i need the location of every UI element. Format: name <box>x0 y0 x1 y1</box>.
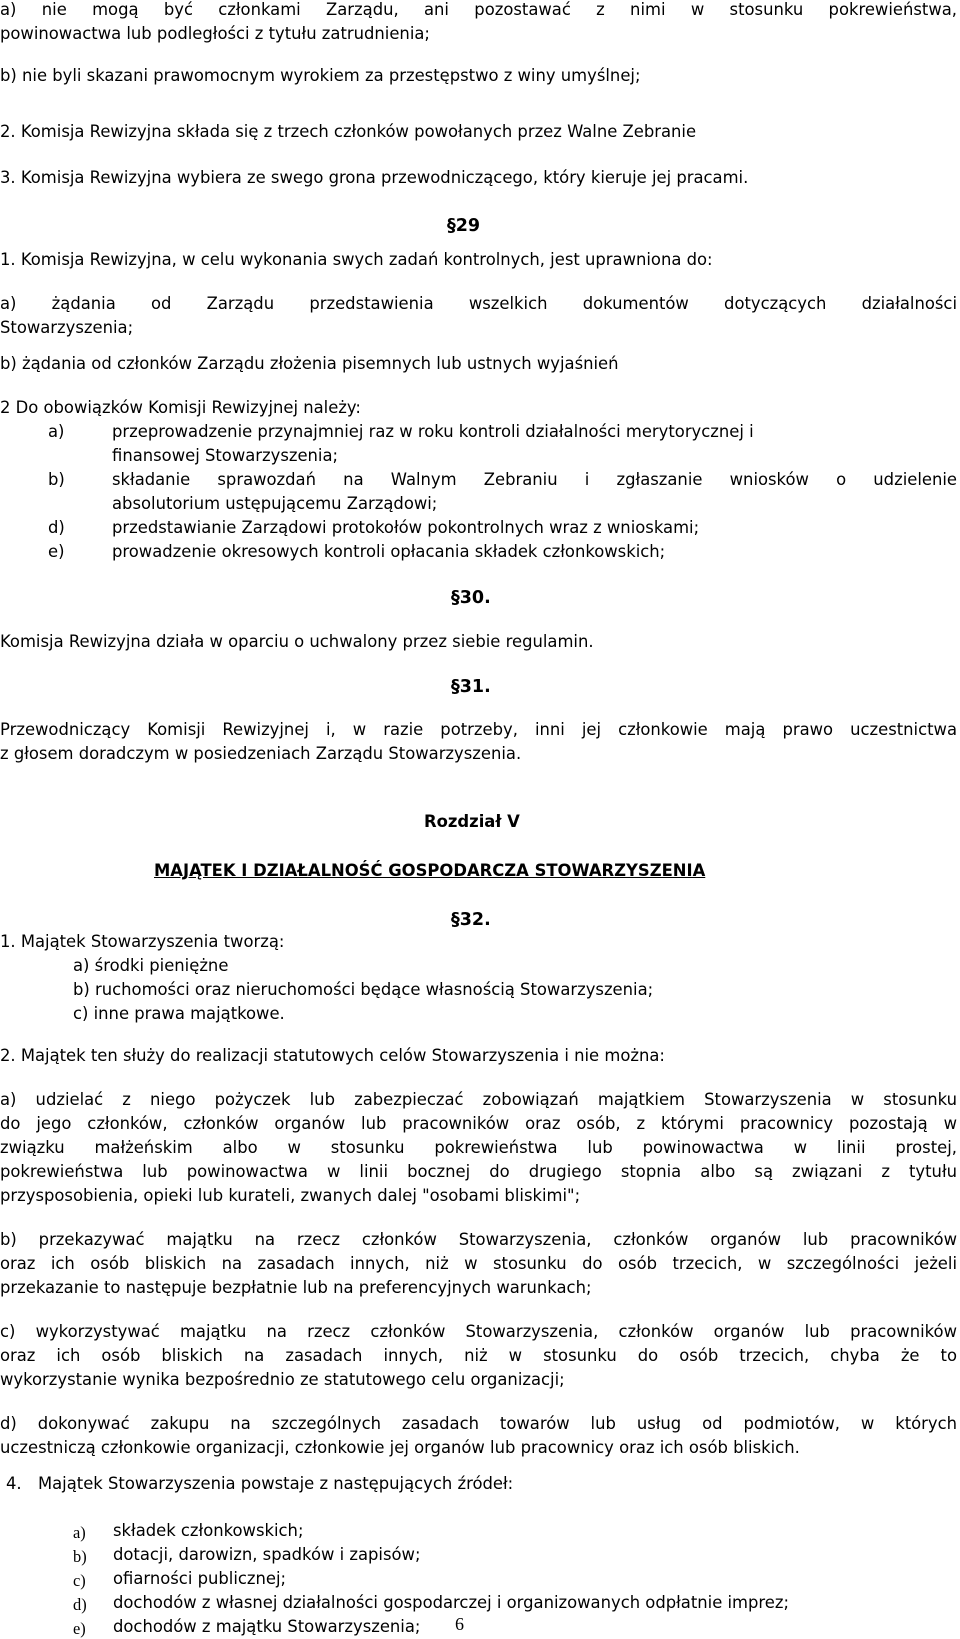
paragraph-line: 3. Komisja Rewizyjna wybiera ze swego grona przewodniczącego, który kieruje jej pracami. <box>0 168 749 187</box>
paragraph-line: 2. Majątek ten służy do realizacji statutowych celów Stowarzyszenia i nie można: <box>0 1046 665 1065</box>
section-heading-30: §30. <box>451 588 491 608</box>
paragraph-line: związku małżeńskim albo w stosunku pokrewieństwa lub powinowactwa w linii prostej, <box>0 1138 957 1157</box>
paragraph-line: uczestniczą członkowie organizacji, członkowie jej organów lub pracownicy oraz ich osób bliskich. <box>0 1438 800 1457</box>
paragraph-line: 1. Majątek Stowarzyszenia tworzą: <box>0 932 285 951</box>
paragraph-line: z głosem doradczym w posiedzeniach Zarządu Stowarzyszenia. <box>0 744 522 763</box>
paragraph-line: Stowarzyszenia; <box>0 318 134 337</box>
paragraph-line: do jego członków, członków organów lub pracowników oraz osób, z którymi pracownicy pozostają w <box>0 1114 957 1133</box>
paragraph-line: oraz ich osób bliskich na zasadach innych, niż w stosunku do osób trzecich, chyba że to <box>0 1346 957 1365</box>
list-item-text: finansowej Stowarzyszenia; <box>112 446 339 465</box>
list-item-text: prowadzenie okresowych kontroli opłacania składek członkowskich; <box>112 542 666 561</box>
paragraph-line: b) żądania od członków Zarządu złożenia pisemnych lub ustnych wyjaśnień <box>0 354 619 373</box>
list-item-text: dochodów z majątku Stowarzyszenia; <box>113 1617 421 1636</box>
list-item-text: przedstawianie Zarządowi protokołów pokontrolnych wraz z wnioskami; <box>112 518 700 537</box>
paragraph-line: a) nie mogą być członkami Zarządu, ani pozostawać z nimi w stosunku pokrewieństwa, <box>0 0 957 19</box>
list-item-text: Majątek Stowarzyszenia powstaje z następujących źródeł: <box>38 1474 514 1493</box>
chapter-heading: Rozdział V <box>424 812 520 831</box>
list-item-text: c) inne prawa majątkowe. <box>73 1004 285 1023</box>
list-marker: b) <box>48 470 65 489</box>
section-heading-32: §32. <box>451 910 491 930</box>
paragraph-line: Przewodniczący Komisji Rewizyjnej i, w razie potrzeby, inni jej członkowie mają prawo uczestnictwa <box>0 720 957 739</box>
list-item-text: absolutorium ustępującemu Zarządowi; <box>112 494 438 513</box>
paragraph-line: 2. Komisja Rewizyjna składa się z trzech członków powołanych przez Walne Zebranie <box>0 122 697 141</box>
paragraph-line: Komisja Rewizyjna działa w oparciu o uchwalony przez siebie regulamin. <box>0 632 594 651</box>
section-heading-29: §29 <box>447 216 481 236</box>
page-number: 6 <box>455 1614 464 1634</box>
paragraph-line: wykorzystanie wynika bezpośrednio ze statutowego celu organizacji; <box>0 1370 565 1389</box>
paragraph-line: c) wykorzystywać majątku na rzecz członków Stowarzyszenia, członków organów lub pracowników <box>0 1322 957 1341</box>
list-marker: b) <box>73 1547 87 1566</box>
paragraph-line: a) żądania od Zarządu przedstawienia wszelkich dokumentów dotyczących działalności <box>0 294 957 313</box>
list-marker: 4. <box>6 1474 22 1493</box>
paragraph-line: b) przekazywać majątku na rzecz członków Stowarzyszenia, członków organów lub pracowników <box>0 1230 957 1249</box>
list-marker: e) <box>48 542 65 561</box>
paragraph-line: oraz ich osób bliskich na zasadach innych, niż w stosunku do osób trzecich, w szczególności jeżeli <box>0 1254 957 1273</box>
paragraph-line: d) dokonywać zakupu na szczególnych zasadach towarów lub usług od podmiotów, w których <box>0 1414 957 1433</box>
list-item-text: dotacji, darowizn, spadków i zapisów; <box>113 1545 421 1564</box>
paragraph-line: przekazanie to następuje bezpłatnie lub na preferencyjnych warunkach; <box>0 1278 592 1297</box>
list-marker: d) <box>48 518 65 537</box>
paragraph-line: b) nie byli skazani prawomocnym wyrokiem za przestępstwo z winy umyślnej; <box>0 66 641 85</box>
list-item-text: dochodów z własnej działalności gospodarczej i organizowanych odpłatnie imprez; <box>113 1593 790 1612</box>
paragraph-line: przysposobienia, opieki lub kurateli, zwanych dalej "osobami bliskimi"; <box>0 1186 581 1205</box>
list-item-text: b) ruchomości oraz nieruchomości będące własnością Stowarzyszenia; <box>73 980 654 999</box>
paragraph-line: pokrewieństwa lub powinowactwa w linii bocznej do drugiego stopnia albo są związani z tytułu <box>0 1162 957 1181</box>
list-marker: d) <box>73 1595 87 1614</box>
list-item-text: ofiarności publicznej; <box>113 1569 287 1588</box>
list-marker: c) <box>73 1571 86 1590</box>
list-marker: a) <box>48 422 65 441</box>
list-item-text: składanie sprawozdań na Walnym Zebraniu i zgłaszanie wniosków o udzielenie <box>112 470 957 489</box>
section-heading-31: §31. <box>451 677 491 697</box>
list-item-text: składek członkowskich; <box>113 1521 304 1540</box>
list-item-text: przeprowadzenie przynajmniej raz w roku kontroli działalności merytorycznej i <box>112 422 754 441</box>
paragraph-line: powinowactwa lub podległości z tytułu zatrudnienia; <box>0 24 430 43</box>
chapter-title: MAJĄTEK I DZIAŁALNOŚĆ GOSPODARCZA STOWARZYSZENIA <box>154 861 706 880</box>
list-marker: e) <box>73 1619 86 1638</box>
paragraph-line: a) udzielać z niego pożyczek lub zabezpieczać zobowiązań majątkiem Stowarzyszenia w stosunku <box>0 1090 957 1109</box>
list-item-text: a) środki pieniężne <box>73 956 229 975</box>
list-marker: a) <box>73 1523 86 1542</box>
paragraph-line: 2 Do obowiązków Komisji Rewizyjnej należy: <box>0 398 361 417</box>
paragraph-line: 1. Komisja Rewizyjna, w celu wykonania swych zadań kontrolnych, jest uprawniona do: <box>0 250 713 269</box>
